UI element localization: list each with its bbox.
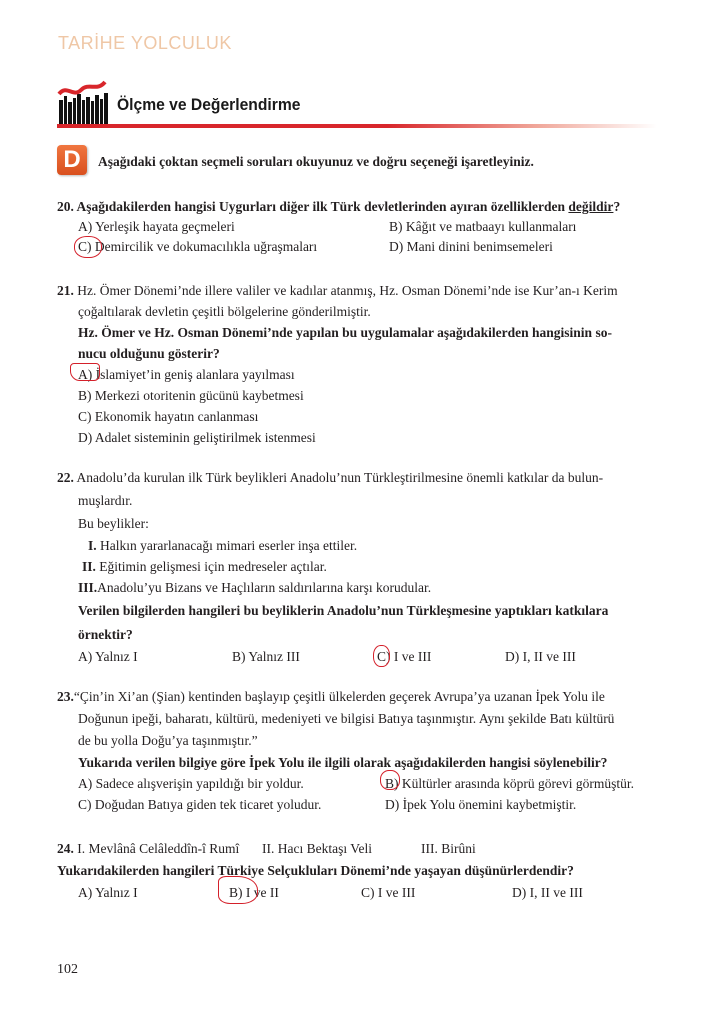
q22-option-d[interactable]: D) I, II ve III — [505, 649, 576, 664]
book-title: TARİHE YOLCULUK — [58, 33, 232, 53]
item-text: I. Mevlânâ Celâleddîn-î Rumî — [77, 841, 240, 856]
q24-item-2: II. Hacı Bektaşı Veli — [262, 841, 372, 856]
question-21-text — [57, 280, 618, 301]
q24-option-d[interactable]: D) I, II ve III — [512, 885, 583, 900]
q20-pen-mark — [74, 236, 102, 258]
q22-option-c[interactable]: C) I ve III — [377, 649, 432, 664]
q24-stem: Yukarıdakilerden hangileri Türkiye Selçukluları Dönemi’nde yaşayan düşünürlerdendir? — [57, 863, 574, 878]
q22-pen-mark — [373, 645, 390, 667]
q23-pen-mark — [380, 770, 400, 790]
city-chart-logo-icon — [57, 80, 109, 128]
q23-stem: Yukarıda verilen bilgiye göre İpek Yolu ile ilgili olarak aşağıdakilerden hangisi söylenebilir? — [78, 755, 608, 770]
question-23-text — [57, 686, 605, 707]
question-20-stem — [57, 196, 620, 217]
q22-stem-line2: örnektir? — [78, 627, 133, 642]
q22-item-2 — [82, 556, 327, 577]
q23-option-d[interactable]: D) İpek Yolu önemini kaybetmiştir. — [385, 797, 577, 812]
section-divider — [57, 124, 657, 128]
q21-stem-line1: Hz. Ömer ve Hz. Osman Dönemi’nde yapılan bu uygulamalar aşağıdakilerden hangisinin so- — [78, 325, 612, 340]
question-number: 23. — [57, 689, 74, 704]
q21-option-a[interactable]: A) İslamiyet’in geniş alanlara yayılması — [78, 367, 295, 382]
q24-item-3: III. Birûni — [421, 841, 476, 856]
stem-text: Aşağıdakilerden hangisi Uygurları diğer ilk Türk devletlerinden ayıran özelliklerden — [76, 199, 569, 214]
q24-pen-mark — [218, 876, 258, 904]
q20-option-a[interactable]: A) Yerleşik hayata geçmeleri — [78, 219, 235, 234]
question-22-text — [57, 467, 603, 488]
q22-intro: Bu beylikler: — [78, 516, 149, 531]
q22-item-3 — [78, 577, 431, 598]
q22-item-1 — [88, 535, 357, 556]
q21-stem-line2: nucu olduğunu gösterir? — [78, 346, 220, 361]
q22-text-line2: muşlardır. — [78, 493, 133, 508]
q23-option-a[interactable]: A) Sadece alışverişin yapıldığı bir yoldur. — [78, 776, 304, 791]
q23-option-c[interactable]: C) Doğudan Batıya giden tek ticaret yoludur. — [78, 797, 322, 812]
item-number: III. — [78, 580, 98, 595]
q21-text-line2: çoğaltılarak devletin çeşitli bölgelerine gönderilmiştir. — [78, 304, 371, 319]
question-number: 22. — [57, 470, 74, 485]
q20-option-d[interactable]: D) Mani dinini benimsemeleri — [389, 239, 553, 254]
q21-option-d[interactable]: D) Adalet sisteminin geliştirilmek istenmesi — [78, 430, 316, 445]
section-title: Ölçme ve Değerlendirme — [117, 95, 301, 114]
item-text: Eğitimin gelişmesi için medreseler açtılar. — [99, 559, 327, 574]
item-number: I. — [88, 538, 97, 553]
q24-option-a[interactable]: A) Yalnız I — [78, 885, 138, 900]
q21-pen-mark — [70, 363, 100, 381]
q22-option-b[interactable]: B) Yalnız III — [232, 649, 300, 664]
q23-option-b[interactable]: B) Kültürler arasında köprü görevi görmüştür. — [385, 776, 634, 791]
q24-option-c[interactable]: C) I ve III — [361, 885, 416, 900]
page-number: 102 — [57, 962, 78, 977]
q24-option-b[interactable]: B) I ve II — [229, 885, 279, 900]
question-number: 21. — [57, 283, 74, 298]
q23-text-line3: de bu yolla Doğu’ya taşınmıştır.” — [78, 733, 258, 748]
q20-option-c[interactable]: C) Demircilik ve dokumacılıkla uğraşmaları — [78, 239, 318, 254]
q22-option-a[interactable]: A) Yalnız I — [78, 649, 138, 664]
item-text: Halkın yararlanacağı mimari eserler inşa ettiler. — [100, 538, 358, 553]
stem-end: ? — [613, 199, 621, 214]
instruction-text: Aşağıdaki çoktan seçmeli soruları okuyunuz ve doğru seçeneği işaretleyiniz. — [98, 154, 534, 169]
text-line: “Çin’in Xi’an (Şian) kentinden başlayıp çeşitli ülkelerden geçerek Avrupa’ya uzanan İpek Yolu ile — [73, 689, 605, 704]
item-number: II. — [82, 559, 96, 574]
question-number: 24. — [57, 841, 74, 856]
stem-underlined: değildir — [568, 199, 614, 214]
question-number: 20. — [57, 199, 74, 214]
q21-option-c[interactable]: C) Ekonomik hayatın canlanması — [78, 409, 259, 424]
item-text: Anadolu’yu Bizans ve Haçlıların saldırılarına karşı korudular. — [97, 580, 432, 595]
q23-text-line2: Doğunun ipeği, baharatı, kültürü, medeniyeti ve bilgisi Batıya taşınmıştır. Aynı şekilde Batı kültürü — [78, 711, 615, 726]
d-icon-letter: D — [63, 146, 81, 173]
text-line: Hz. Ömer Dönemi’nde illere valiler ve kadılar atanmış, Hz. Osman Dönemi’nde ise Kur’an-ı Kerim — [77, 283, 618, 298]
q21-option-b[interactable]: B) Merkezi otoritenin gücünü kaybetmesi — [78, 388, 304, 403]
question-24-items — [57, 838, 239, 859]
q22-stem-line1: Verilen bilgilerden hangileri bu beyliklerin Anadolu’nun Türkleşmesine yaptıkları katkılara — [78, 603, 609, 618]
text-line: Anadolu’da kurulan ilk Türk beylikleri Anadolu’nun Türkleştirilmesine önemli katkılar da bulun- — [76, 470, 604, 485]
q20-option-b[interactable]: B) Kâğıt ve matbaayı kullanmaları — [389, 219, 577, 234]
section-d-icon — [57, 145, 87, 175]
